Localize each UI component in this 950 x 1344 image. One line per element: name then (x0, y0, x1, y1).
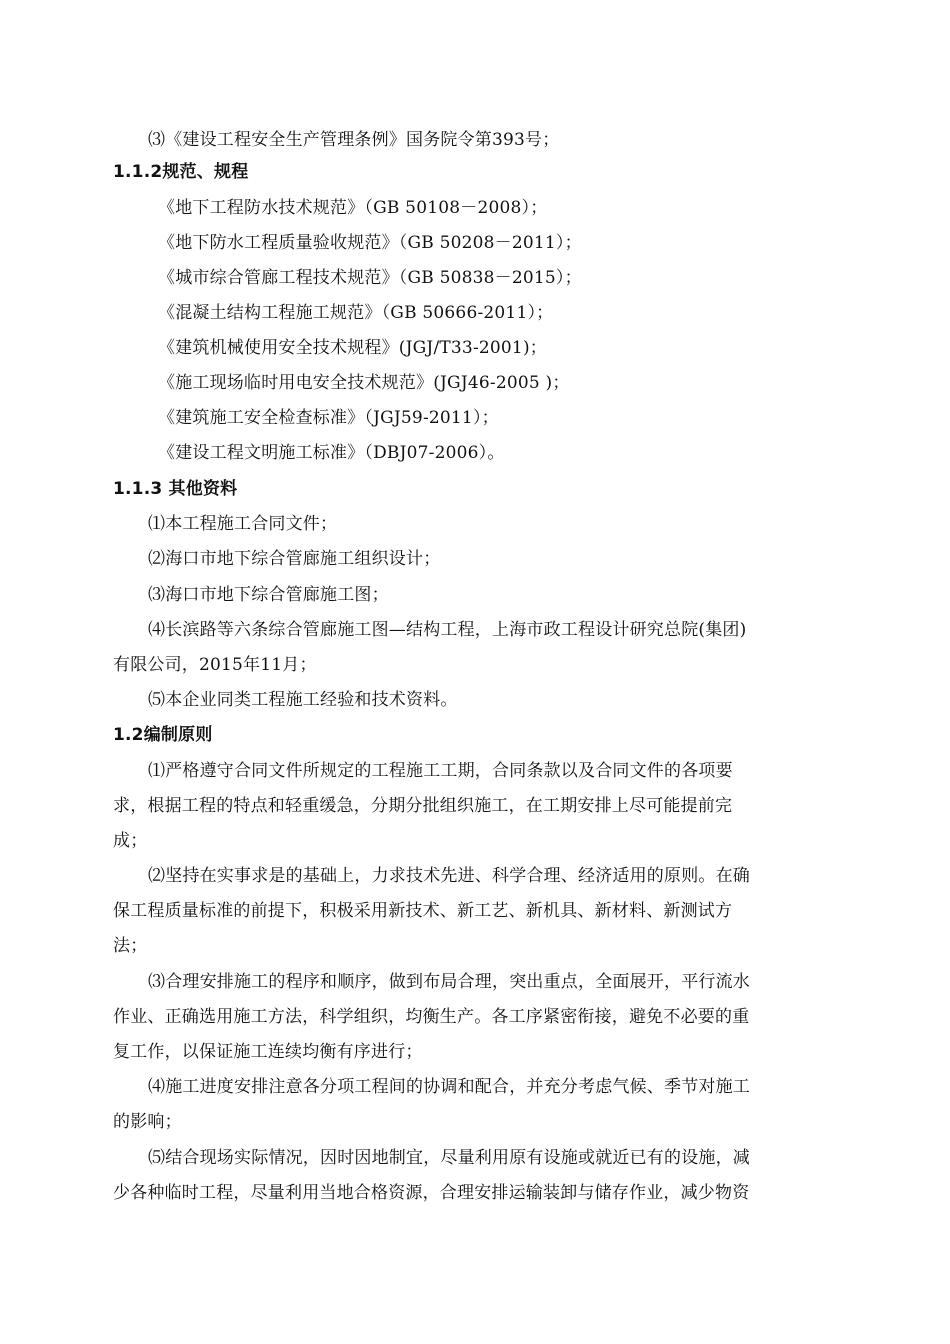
standard-item-7: 《建筑施工安全检查标准》（JGJ59-2011）； (158, 408, 499, 428)
principle-line-11: 的影响； (113, 1112, 182, 1132)
standard-item-4: 《混凝土结构工程施工规范》（GB 50666-2011）； (158, 303, 554, 323)
standard-item-1: 《地下工程防水技术规范》（GB 50108－2008）； (158, 198, 548, 218)
principle-line-10: ⑷施工进度安排注意各分项工程间的协调和配合，并充分考虑气候、季节对施工 (148, 1077, 750, 1097)
standard-item-5: 《建筑机械使用安全技术规程》(JGJ/T33-2001)； (158, 338, 547, 358)
reference-item-3: ⑶海口市地下综合管廊施工图； (148, 585, 389, 605)
principle-line-8: 作业、正确选用施工方法，科学组织，均衡生产。各工序紧密衔接，避免不必要的重 (113, 1007, 750, 1027)
principle-line-9: 复工作，以保证施工连续均衡有序进行； (113, 1042, 423, 1062)
principle-line-5: 保工程质量标准的前提下，积极采用新技术、新工艺、新机具、新材料、新测试方 (113, 901, 733, 921)
principle-line-12: ⑸结合现场实际情况，因时因地制宜，尽量利用原有设施或就近已有的设施，减 (148, 1148, 750, 1168)
reference-item-1: ⑴本工程施工合同文件； (148, 514, 338, 534)
principle-line-2: 求，根据工程的特点和轻重缓急，分期分批组织施工，在工期安排上尽可能提前完 (113, 796, 733, 816)
principle-line-6: 法； (113, 936, 148, 956)
reference-item-2: ⑵海口市地下综合管廊施工组织设计； (148, 549, 441, 569)
standard-item-8: 《建设工程文明施工标准》（DBJ07-2006）。 (158, 443, 505, 463)
principle-line-3: 成； (113, 831, 148, 851)
principle-line-13: 少各种临时工程，尽量利用当地合格资源，合理安排运输装卸与储存作业，减少物资 (113, 1183, 750, 1203)
regulation-item-3: ⑶《建设工程安全生产管理条例》国务院令第393号； (148, 130, 560, 150)
section-heading-1-1-3: 1.1.3 其他资料 (113, 479, 238, 499)
section-heading-1-2: 1.2编制原则 (113, 725, 213, 745)
reference-item-5: ⑸本企业同类工程施工经验和技术资料。 (148, 690, 458, 710)
standard-item-3: 《城市综合管廊工程技术规范》（GB 50838－2015）； (158, 268, 582, 288)
standard-item-6: 《施工现场临时用电安全技术规范》(JGJ46-2005 )； (158, 373, 570, 393)
reference-item-4: ⑷长滨路等六条综合管廊施工图—结构工程，上海市政工程设计研究总院(集团) (148, 620, 747, 640)
section-heading-1-1-2: 1.1.2规范、规程 (113, 162, 249, 182)
principle-line-1: ⑴严格遵守合同文件所规定的工程施工工期，合同条款以及合同文件的各项要 (148, 761, 733, 781)
reference-item-4-continued: 有限公司，2015年11月； (113, 655, 317, 675)
standard-item-2: 《地下防水工程质量验收规范》（GB 50208－2011）； (158, 233, 582, 253)
principle-line-4: ⑵坚持在实事求是的基础上，力求技术先进、科学合理、经济适用的原则。在确 (148, 866, 750, 886)
principle-line-7: ⑶合理安排施工的程序和顺序，做到布局合理，突出重点，全面展开，平行流水 (148, 972, 750, 992)
